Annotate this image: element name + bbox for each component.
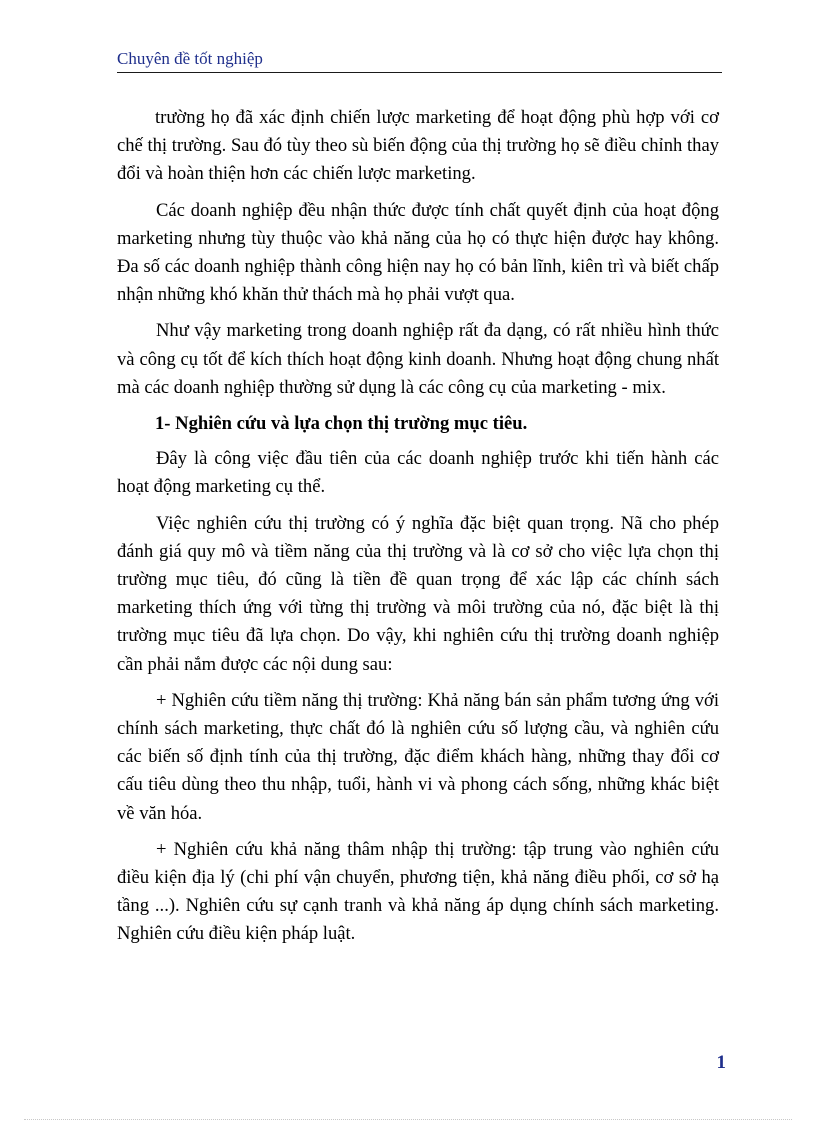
header-title: Chuyên đề tốt nghiệp bbox=[117, 49, 263, 68]
page-bottom-divider bbox=[24, 1119, 792, 1120]
body-paragraph: Các doanh nghiệp đều nhận thức được tính chất quyết định của hoạt động marketing nhưng tùy thuộc vào khả năng của họ có thực hiện được hay không. Đa số các doanh nghiệp thành công hiện nay họ có bản lĩnh, kiên trì và biết chấp nhận những khó khăn thử thách mà họ phải vượt qua. bbox=[117, 199, 719, 306]
section-paragraph: Đây là công việc đầu tiên của các doanh nghiệp trước khi tiến hành các hoạt động marketing cụ thể. bbox=[117, 448, 719, 498]
section-paragraph: + Nghiên cứu tiềm năng thị trường: Khả năng bán sản phẩm tương ứng với chính sách marketing, thực chất đó là nghiên cứu số lượng cầu, và nghiên cứu các biến số định tính của thị trường, đặc điểm khách hàng, những thay đổi cơ cấu tiêu dùng theo thu nhập, tuổi, hành vi và phong cách sống, những khác biệt về văn hóa. bbox=[117, 689, 719, 824]
page-header bbox=[117, 48, 722, 73]
section-paragraph: + Nghiên cứu khả năng thâm nhập thị trường: tập trung vào nghiên cứu điều kiện địa lý (chi phí vận chuyển, phương tiện, khả năng điều phối, cơ sở hạ tầng ...). Nghiên cứu sự cạnh tranh và khả năng áp dụng chính sách marketing. Nghiên cứu điều kiện pháp luật. bbox=[117, 838, 719, 945]
document-body bbox=[117, 104, 719, 957]
body-paragraph: Như vậy marketing trong doanh nghiệp rất đa dạng, có rất nhiều hình thức và công cụ tốt để kích thích hoạt động kinh doanh. Nhưng hoạt động chung nhất mà các doanh nghiệp thường sử dụng là các công cụ của marketing - mix. bbox=[117, 320, 719, 398]
body-paragraph: trường họ đã xác định chiến lược marketing để hoạt động phù hợp với cơ chế thị trường. Sau đó tùy theo sù biến động của thị trường họ sẽ điều chỉnh thay đổi và hoàn thiện hơn các chiến lược marketing. bbox=[117, 107, 719, 185]
page-number: 1 bbox=[716, 1052, 726, 1073]
section-paragraph: Việc nghiên cứu thị trường có ý nghĩa đặc biệt quan trọng. Nã cho phép đánh giá quy mô và tiềm năng của thị trường và là cơ sở cho việc lựa chọn thị trường mục tiêu, đó cũng là tiền đề quan trọng để xác lập các chính sách marketing thích ứng với từng thị trường và môi trường của nó, đặc biệt là thị trường mục tiêu đã lựa chọn. Do vậy, khi nghiên cứu thị trường doanh nghiệp cần phải nắm được các nội dung sau: bbox=[117, 512, 719, 675]
section-heading: 1- Nghiên cứu và lựa chọn thị trường mục tiêu. bbox=[155, 413, 528, 435]
